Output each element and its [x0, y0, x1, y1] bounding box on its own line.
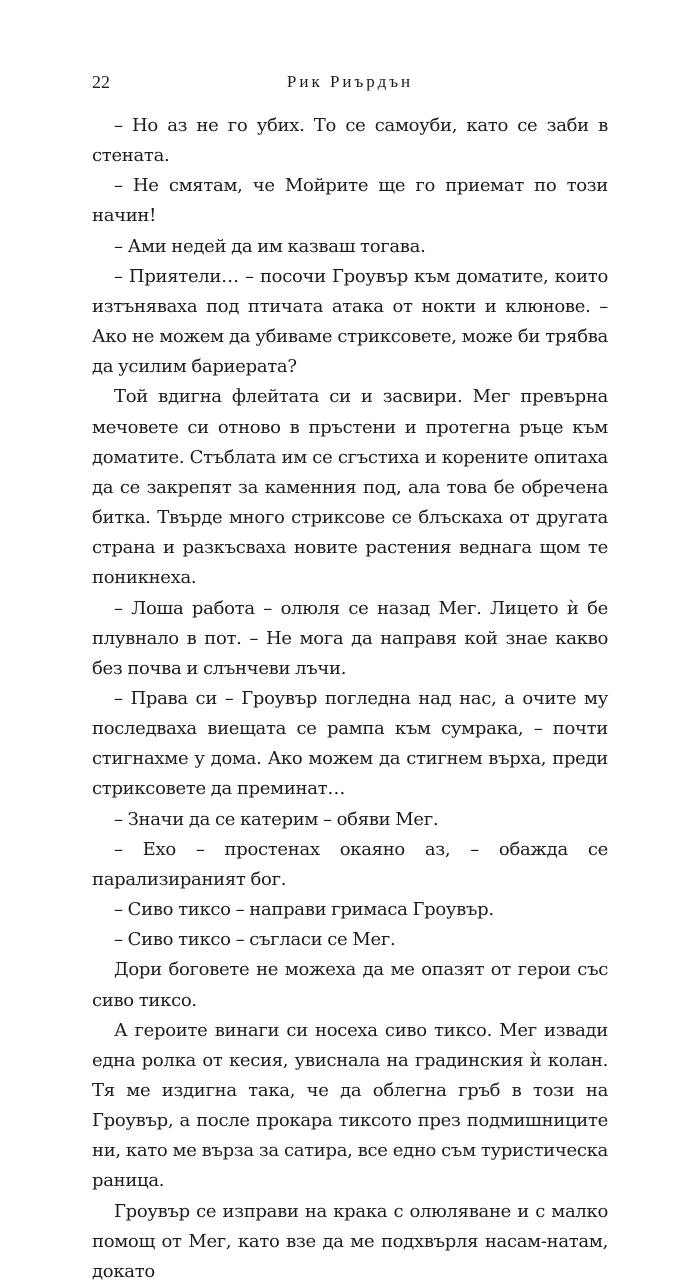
- paragraph: – Сиво тиксо – съгласи се Мег.: [114, 929, 396, 951]
- page-header: [92, 72, 608, 98]
- paragraph: – Лоша работа – олюля се назад Мег. Лицето ѝ бе плувнало в пот. – Не мога да направя кой знае какво без почва и слънчеви лъчи.: [92, 597, 608, 679]
- paragraph: – Ехо – простенах окаяно аз, – обажда се парализираният бог.: [92, 838, 608, 890]
- paragraph: – Ами недей да им казваш тогава.: [114, 235, 426, 257]
- paragraph: – Сиво тиксо – направи гримаса Гроувър.: [114, 899, 494, 921]
- paragraph: А героите винаги си носеха сиво тиксо. Мег извади една ролка от кесия, увиснала на градинския ѝ колан. Тя ме издигна така, че да облегна гръб в този на Гроувър, а после прокара тиксото през подмишниците ни, като ме върза за сатира, все едно съм туристическа раница.: [92, 1019, 608, 1192]
- paragraph: Дори боговете не можеха да ме опазят от герои със сиво тиксо.: [92, 959, 608, 1011]
- running-head-author: Рик Риърдън: [286, 72, 414, 91]
- paragraph: – Приятели… – посочи Гроувър към доматите, които изтъняваха под птичата атака от нокти и клюнове. – Ако не можем да убиваме стриксовете, може би трябва да усилим бариерата?: [92, 265, 608, 378]
- paragraph: Гроувър се изправи на крака с олюляване и с малко помощ от Мег, като взе да ме подхвърля насам-натам, докато: [92, 1200, 608, 1282]
- paragraph: Той вдигна флейтата си и засвири. Мег превърна мечовете си отново в пръстени и протегна ръце към доматите. Стъблата им се сгъстиха и корените опитаха да се закрепят за каменния под, ала това бе обречена битка. Твърде много стриксове се блъскаха от другата страна и разкъсваха новите растения веднага щом те поникнеха.: [92, 386, 608, 589]
- page-number: 22: [92, 72, 110, 92]
- paragraph: – Значи да се катерим – обяви Мег.: [114, 808, 439, 830]
- paragraph: – Не смятам, че Мойрите ще го приемат по този начин!: [92, 175, 608, 227]
- paragraph: – Права си – Гроувър погледна над нас, а очите му последваха виещата се рампа към сумрака, – почти стигнахме у дома. Ако можем да стигнем върха, преди стриксовете да преминат…: [92, 687, 608, 800]
- paragraph: – Но аз не го убих. То се самоуби, като се заби в стената.: [92, 115, 608, 167]
- body-text: [92, 111, 608, 1287]
